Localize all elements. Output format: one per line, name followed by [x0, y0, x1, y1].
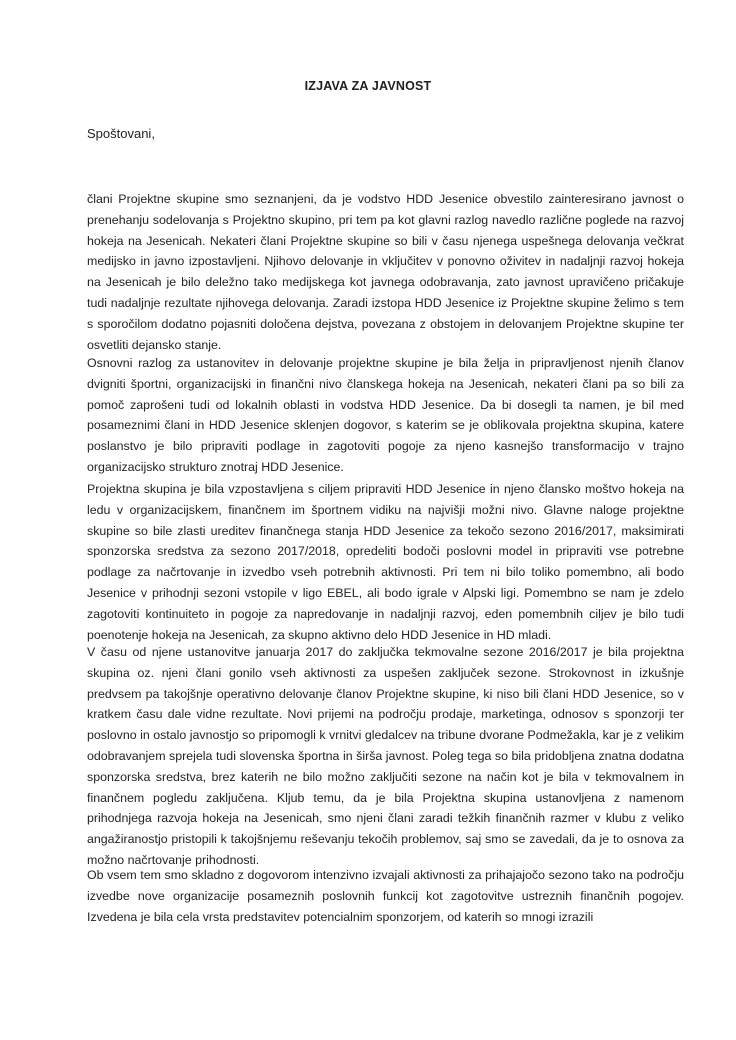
paragraph-2: Osnovni razlog za ustanovitev in delovanje projektne skupine je bila želja in pripravljenost njenih članov dvigniti športni, organizacijski in finančni nivo članskega hokeja na Jesenicah, nekateri člani pa so bili za pomoč zaprošeni tudi od lokalnih oblasti in vodstva HDD Jesenice. Da bi dosegli ta namen, je bil med posameznimi člani in HDD Jesenice sklenjen dogovor, s katerim se je oblikovala projektna skupina, katere poslanstvo je bilo pripraviti podlage in zagotoviti pogoje za njeno kasnejšo transformacijo v trajno organizacijsko strukturo znotraj HDD Jesenice. [87, 356, 684, 474]
paragraph-3: Projektna skupina je bila vzpostavljena s ciljem pripraviti HDD Jesenice in njeno člansko moštvo hokeja na ledu v organizacijskem, finančnem im športnem vidiku na najvišji možni nivo. Glavne naloge projektne skupine so bile zlasti ureditev finančnega stanja HDD Jesenice za tekočo sezono 2016/2017, maksimirati sponzorska sredstva za sezono 2017/2018, opredeliti bodoči poslovni model in pripraviti vse potrebne podlage za načrtovanje in izvedbo vseh potrebnih aktivnosti. Pri tem ni bilo toliko pomembno, ali bodo Jesenice v prihodnji sezoni vstopile v ligo EBEL, ali bodo igrale v Alpski ligi. Pomembno se nam je zdelo zagotoviti kontinuiteto in pogoje za napredovanje in nadaljnji razvoj, eden pomembnih ciljev je bilo tudi poenotenje hokeja na Jesenicah, za skupno aktivno delo HDD Jesenice in HD mladi. [87, 482, 684, 642]
salutation: Spoštovani, [87, 126, 155, 141]
paragraph-1: člani Projektne skupine smo seznanjeni, da je vodstvo HDD Jesenice obvestilo zainteresirano javnost o prenehanju sodelovanja s Projektno skupino, pri tem pa kot glavni razlog navedlo različne poglede na razvoj hokeja na Jesenicah. Nekateri člani Projektne skupine so bili v času njenega uspešnega delovanja večkrat medijsko in javno izpostavljeni. Njihovo delovanje in vključitev v ponovno oživitev in nadaljnji razvoj hokeja na Jesenicah je bilo deležno tako medijskega kot javnega odobravanja, zato javnost upravičeno pričakuje tudi nadaljnje rezultate njihovega delovanja. Zaradi izstopa HDD Jesenice iz Projektne skupine želimo s tem s sporočilom dodatno pojasniti določena dejstva, povezana z obstojem in delovanjem Projektne skupine ter osvetliti dejansko stanje. [87, 192, 684, 352]
paragraph-5: Ob vsem tem smo skladno z dogovorom intenzivno izvajali aktivnosti za prihajajočo sezono tako na področju izvedbe nove organizacije posameznih poslovnih funkcij kot zagotovitve ustreznih finančnih pogojev. Izvedena je bila cela vrsta predstavitev potencialnim sponzorjem, od katerih so mnogi izrazili [87, 868, 684, 924]
document-title: IZJAVA ZA JAVNOST [304, 79, 432, 93]
paragraph-4: V času od njene ustanovitve januarja 2017 do zaključka tekmovalne sezone 2016/2017 je bila projektna skupina oz. njeni člani gonilo vseh aktivnosti za uspešen zaključek sezone. Strokovnost in izkušnje predvsem pa takojšnje operativno delovanje članov Projektne skupine, ki niso bili člani HDD Jesenice, so v kratkem času dale vidne rezultate. Novi prijemi na področju prodaje, marketinga, odnosov s sponzorji ter poslovno in ostalo javnostjo so pripomogli k vrnitvi gledalcev na tribune dvorane Podmežakla, kar je z velikim odobravanjem sprejela tudi slovenska športna in širša javnost. Poleg tega so bila pridobljena znatna dodatna sponzorska sredstva, brez katerih ne bilo možno zaključiti sezone na način kot je bila v tekmovalnem in finančnem pogledu zaključena. Kljub temu, da je bila Projektna skupina ustanovljena z namenom prihodnjega razvoja hokeja na Jesenicah, smo njeni člani zaradi težkih finančnih razmer v klubu z veliko angažiranostjo pristopili k takojšnjemu reševanju tekočih problemov, saj smo se zavedali, da je to osnova za možno načrtovanje prihodnosti. [87, 645, 684, 867]
